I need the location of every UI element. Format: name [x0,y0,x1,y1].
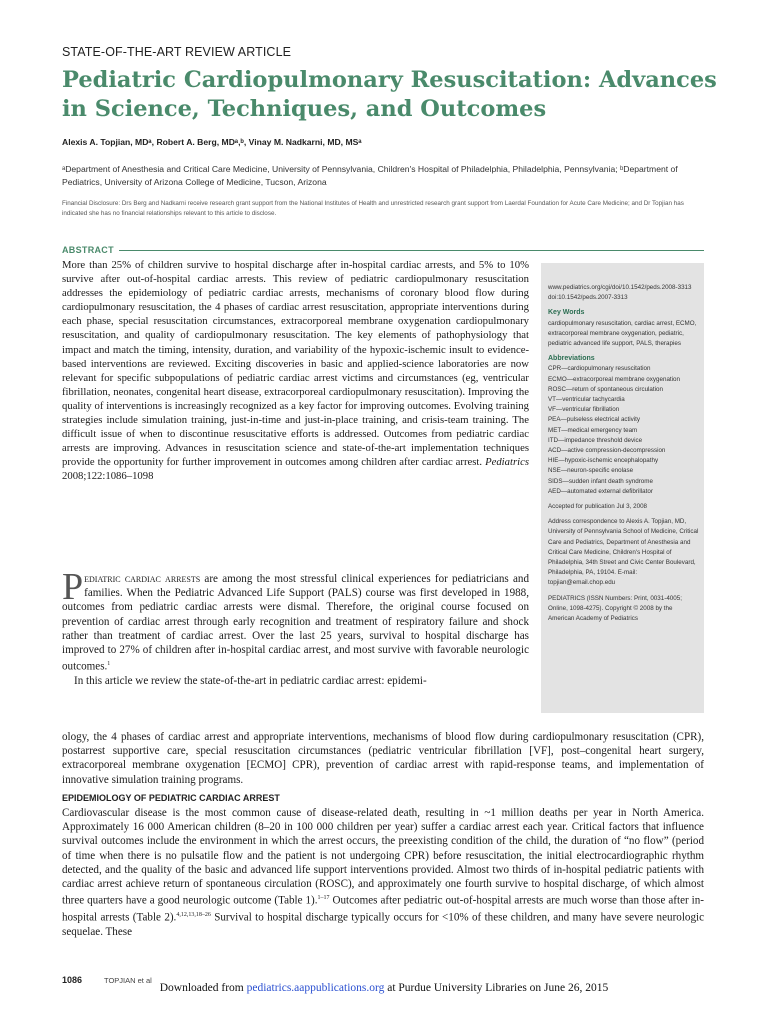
abbreviation-item: PEA—pulseless electrical activity [548,416,641,424]
abbreviation-item: HIE—hypoxic-ischemic encephalopathy [548,457,659,465]
download-notice [0,982,768,994]
affiliations: ᵃDepartment of Anesthesia and Critical Care Medicine, University of Pennsylvania, Children's Hospital of Philadelphia, Philadelphia, Pennsylvania; ᵇDepartment of Pediatrics, University of Arizona College of Medicine, Tucson, Arizona [62,164,678,187]
section-tag: STATE-OF-THE-ART REVIEW ARTICLE [62,45,292,59]
abbreviation-item: NSE—neuron-specific enolase [548,467,634,475]
abbreviation-item: MET—medical emergency team [548,426,638,434]
running-head: TOPJIAN et al [104,976,152,985]
reference-marker[interactable]: 1–17 [317,895,330,902]
section-heading: EPIDEMIOLOGY OF PEDIATRIC CARDIAC ARREST [62,793,280,803]
download-pre: Downloaded from [159,982,247,994]
abbreviations-heading: Abbreviations [548,355,595,363]
article-doi: doi:10.1542/peds.2007-3313 [548,294,628,302]
abbreviation-item: ROSC—return of spontaneous circulation [548,385,663,393]
keywords: cardiopulmonary resuscitation, cardiac arrest, ECMO, extracorporeal membrane oxygenation, pediatric, pediatric advanced life support, PALS, therapies [548,319,697,348]
abstract-label: ABSTRACT [62,245,114,255]
keywords-heading: Key Words [548,309,585,317]
epidemiology-paragraph [62,806,704,939]
abbreviations-list [548,364,699,497]
abstract-text: More than 25% of children survive to hospital discharge after in-hospital cardiac arrests, and 5% to 10% survive after out-of-hospital cardiac arrests. This review of pediatric cardiopulmonary resuscitation addresses the epidemiology of pediatric cardiac arrests, mechanisms of coronary blood flow during cardiopulmonary resuscitation, the 4 phases of cardiac arrest resuscitation, appropriate interventions during each phase, special resuscitation circumstances, extracorporeal membrane oxygenation cardiopulmonary resuscitation, and quality of cardiopulmonary resuscitation. The key elements of pathophysiology that impact and match the timing, intensity, duration, and variability of the hypoxic-ischemic insult to evidence-based interventions are reviewed. Exciting discoveries in basic and applied-science laboratories are now relevant for specific subpopulations of pediatric cardiac arrest victims and circumstances (eg, ventricular fibrillation, neonates, congenital heart disease, extracorporeal cardiopulmonary resuscitation). Improving the quality of interventions is increasingly recognized as a key factor for improving outcomes. Evolving training strategies include simulation training, just-in-time and just-in-place training, and crisis-team training. The difficult issue of when to discontinue resuscitative efforts is addressed. Outcomes from pediatric cardiac arrests are improving. Advances in resuscitation science and state-of-the-art implementation techniques provide the opportunity for further improvement in outcomes among children after cardiac arrest. [62,259,529,469]
epi-text-b: Outcomes after pediatric out-of-hospital arrests are much worse than those after in-hospital arrests (Table 2). [62,894,704,924]
abbreviation-item: VF—ventricular fibrillation [548,406,620,414]
intro-text: are among the most stressful clinical experiences for pediatricians and families. When the Pediatric Advanced Life Support (PALS) course was first developed in 1988, outcomes from pediatric cardiac arrests were dismal. Therefore, the original course focused on prevention of cardiac arrest through early recognition and treatment of respiratory failure and shock rather than treatment of cardiac arrest. Over the last 25 years, survival to hospital discharge has improved to 27% of children after in-hospital cardiac arrest, and most survive with favorable neurologic outcomes. [62,573,529,673]
financial-disclosure: Financial Disclosure: Drs Berg and Nadkarni receive research grant support from the National Institutes of Health and unrestricted research grant support from Laerdal Foundation for Acute Care Medicine; and Dr Topjian has indicated she has no financial relationships relevant to this article to disclose. [62,200,684,217]
reference-marker[interactable]: 4,12,13,18–26 [176,912,211,919]
abbreviation-item: CPR—cardiopulmonary resuscitation [548,365,651,373]
epi-text-c: Survival to hospital discharge typically occurs for <10% of these children, and many have severe neurologic sequelae. These [62,911,704,938]
reference-marker[interactable]: 1 [107,661,111,668]
abbreviation-item: SIDS—sudden infant death syndrome [548,477,653,485]
download-post: at Purdue University Libraries on June 26, 2015 [384,982,609,994]
intro-paragraph-2-cont: ology, the 4 phases of cardiac arrest and appropriate interventions, mechanisms of blood flow during cardiopulmonary resuscitation (CPR), postarrest supportive care, special resuscitation circumstances (pediatric ventricular fibrillation [VF], post–congenital heart surgery, extracorporeal membrane oxygenation [ECMO] CPR), prevention of cardiac arrest with rapid-response teams, and implementation of innovative simulation training programs. [62,731,704,786]
intro-column [62,566,529,688]
page-number: 1086 [62,975,83,985]
abstract-rule [119,250,704,251]
article-url[interactable]: www.pediatrics.org/cgi/doi/10.1542/peds.2008-3313 [548,284,692,291]
accepted-date: Accepted for publication Jul 3, 2008 [548,503,648,511]
intro-paragraph-2-start: In this article we review the state-of-the-art in pediatric cardiac arrest: epidemi- [74,675,427,688]
intro-paragraph-1 [62,566,529,674]
abstract-heading [62,244,704,256]
abbreviation-item: ECMO—extracorporeal membrane oxygenation [548,375,681,383]
abbreviation-item: ITD—impedance threshold device [548,436,643,444]
article-info-sidebar [541,263,704,713]
abstract-body [62,258,529,484]
download-link[interactable]: pediatrics.aappublications.org [246,982,385,994]
citation-journal: Pediatrics [485,456,529,469]
article-title: Pediatric Cardiopulmonary Resuscitation: Advances in Science, Techniques, and Outcomes [62,67,717,122]
correspondence: Address correspondence to Alexis A. Topjian, MD, University of Pennsylvania School of Medicine, Critical Care and Pediatrics, Department of Anesthesia and Critical Care Medicine, Children's Hospital of Philadelphia, 34th Street and Civic Center Boulevard, Philadelphia, PA, 19104. E-mail: topjian@email.chop.edu [548,518,699,587]
intro-smallcaps: ediatric cardiac arrests [84,573,201,585]
abbreviation-item: VT—ventricular tachycardia [548,396,625,404]
citation-ref: 2008;122:1086–1098 [62,470,154,483]
abbreviation-item: AED—automated external defibrillator [548,487,653,495]
issn-copyright: PEDIATRICS (ISSN Numbers: Print, 0031-4005; Online, 1098-4275). Copyright © 2008 by the American Academy of Pediatrics [548,594,682,623]
authors: Alexis A. Topjian, MDᵃ, Robert A. Berg, MDᵃ,ᵇ, Vinay M. Nadkarni, MD, MSᵃ [62,137,362,147]
abbreviation-item: ACD—active compression-decompression [548,447,666,455]
drop-cap: P [62,566,84,608]
epi-text-a: Cardiovascular disease is the most common cause of disease-related death, resulting in ~1 million deaths per year in North America. Approximately 16 000 American children (8–20 in 100 000 children per year) suffer a cardiac arrest each year. Critical factors that influence survival outcomes include the environment in which the arrest occurs, the preexisting condition of the child, the duration of “no flow” (period of time when there is no pulsatile flow and the patient is not undergoing CPR) before resuscitation, the initial electrocardiographic rhythm detected, and the quality of the basic and advanced life support interventions provided. Almost two thirds of in-hospital pediatric patients with cardiac arrest achieve return of spontaneous circulation (ROSC), and approximately one fourth survive to hospital discharge, of which almost three quarters have a good neurologic outcome (Table 1). [62,807,704,907]
